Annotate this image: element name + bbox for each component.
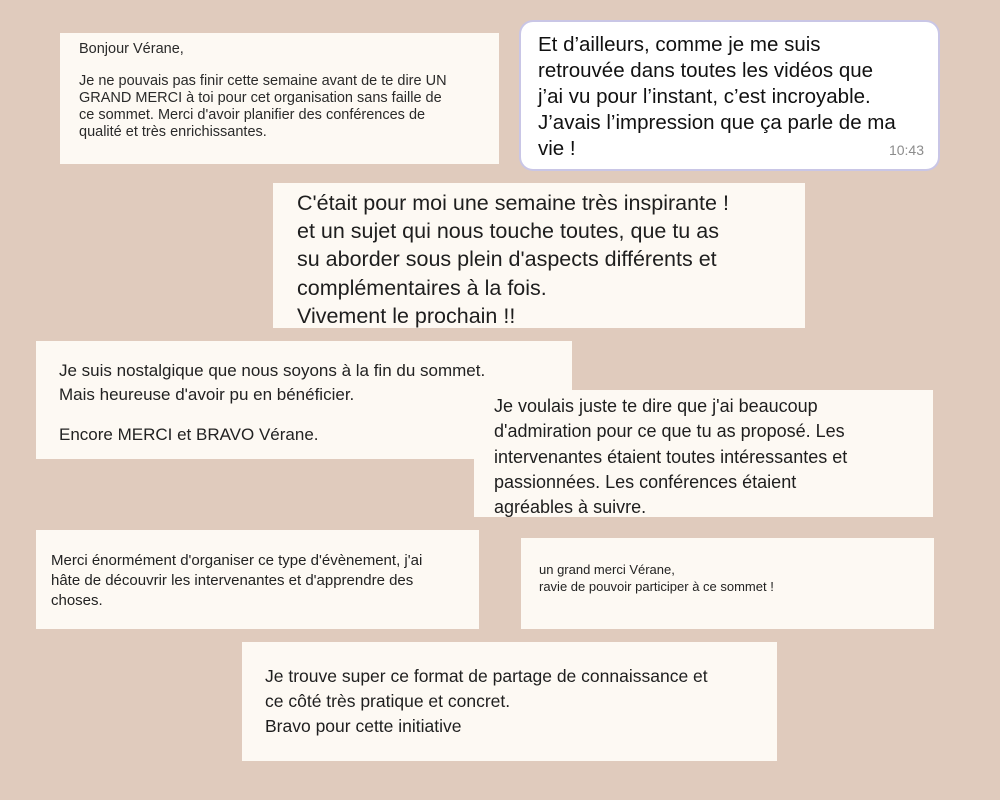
message-line: J’avais l’impression que ça parle de ma [538, 111, 896, 134]
message-line: agréables à suivre. [494, 497, 647, 518]
message-line: Je voulais juste te dire que j'ai beaucoup [494, 396, 818, 416]
message-line: ce sommet. Merci d'avoir planifier des conférences de [79, 106, 426, 123]
message-line: Et d’ailleurs, comme je me suis [538, 33, 821, 56]
message-line: choses. [51, 592, 103, 609]
message-line: qualité et très enrichissantes. [79, 123, 267, 140]
message-line: Bravo pour cette initiative [265, 716, 462, 736]
message-line: vie ! [538, 137, 576, 160]
message-line: Bonjour Vérane, [79, 41, 184, 57]
message-line: intervenantes étaient toutes intéressantes et [494, 446, 848, 467]
message-line: Encore MERCI et BRAVO Vérane. [59, 425, 319, 444]
message-line: C'était pour moi une semaine très inspirante ! [297, 191, 729, 215]
message-line: un grand merci Vérane, [539, 562, 675, 577]
testimonial-card [36, 530, 479, 629]
message-line: Merci énormément d'organiser ce type d'évènement, j'ai [51, 552, 423, 569]
testimonial-card [60, 33, 499, 164]
message-line: hâte de découvrir les intervenantes et d'apprendre des [51, 572, 414, 589]
message-line: Mais heureuse d'avoir pu en bénéficier. [59, 384, 355, 404]
testimonial-card [474, 390, 933, 517]
message-line: GRAND MERCI à toi pour cet organisation sans faille de [79, 89, 442, 106]
message-line: d'admiration pour ce que tu as proposé. Les [494, 421, 845, 442]
blank-line [79, 58, 499, 73]
message-line: Je trouve super ce format de partage de connaissance et [265, 666, 708, 686]
message-line: complémentaires à la fois. [297, 275, 547, 300]
message-line: retrouvée dans toutes les vidéos que [538, 59, 874, 82]
message-line: ce côté très pratique et concret. [265, 691, 511, 711]
message-line: j’ai vu pour l’instant, c’est incroyable. [538, 85, 871, 108]
message-line: Je ne pouvais pas finir cette semaine avant de te dire UN [79, 72, 447, 89]
message-line: su aborder sous plein d'aspects différents et [297, 247, 717, 272]
message-line: passionnées. Les conférences étaient [494, 471, 797, 492]
testimonial-card [242, 642, 777, 761]
message-line: ravie de pouvoir participer à ce sommet ! [539, 579, 774, 594]
message-line: et un sujet qui nous touche toutes, que tu as [297, 219, 719, 244]
message-line: Vivement le prochain !! [297, 303, 516, 328]
chat-message-bubble [521, 22, 938, 169]
message-line: Je suis nostalgique que nous soyons à la fin du sommet. [59, 361, 486, 380]
testimonial-card [521, 538, 934, 629]
testimonial-card [273, 183, 805, 328]
message-timestamp: 10:43 [888, 142, 924, 158]
